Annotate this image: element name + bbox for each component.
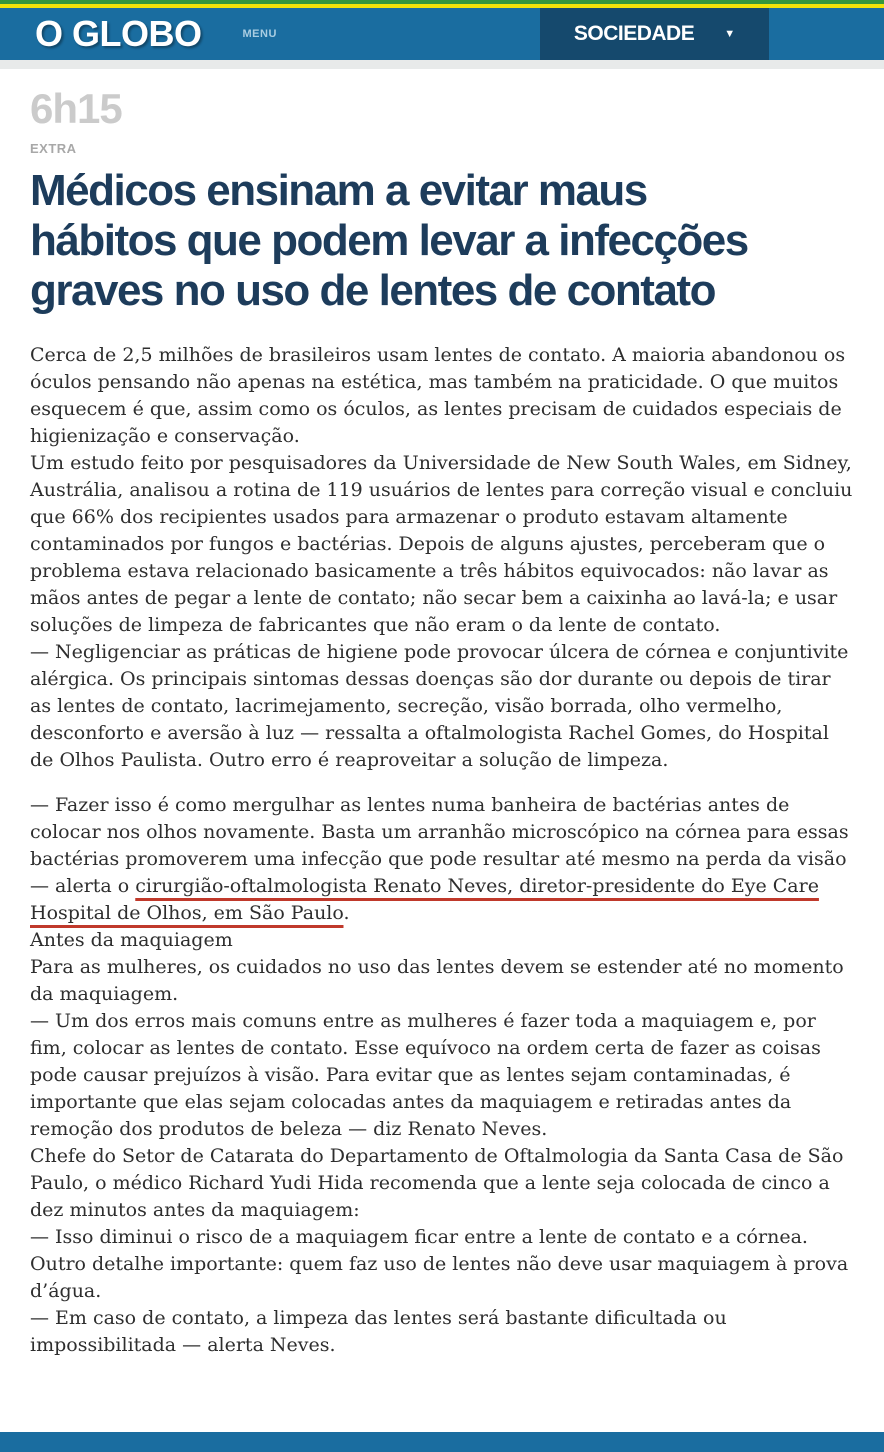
- article: [0, 85, 884, 1359]
- quote-pre-text: — Fazer isso é como mergulhar as lentes numa banheira de bactérias antes de colocar nos olhos novamente. Basta um arranhão microscópico na córnea para essas bactérias promoverem uma infecção que pode resultar até mesmo na perda da visão — alerta o: [30, 794, 849, 897]
- footer-bar: [0, 1432, 884, 1452]
- menu-label: MENU: [242, 28, 277, 40]
- article-body: [30, 342, 854, 1359]
- paragraph-richard-hida: Chefe do Setor de Catarata do Departamento de Oftalmologia da Santa Casa de São Paulo, o médico Richard Yudi Hida recomenda que a lente seja colocada de cinco a dez minutos antes da maquiagem:: [30, 1145, 844, 1221]
- article-headline: Médicos ensinam a evitar maus hábitos que podem levar a infecções graves no uso de lentes de contato: [30, 166, 748, 315]
- section-dropdown[interactable]: [540, 8, 769, 60]
- quote-post-text: .: [343, 902, 350, 924]
- article-kicker: EXTRA: [30, 141, 77, 156]
- section-label: SOCIEDADE: [573, 22, 695, 45]
- site-header: [0, 8, 884, 60]
- paragraph-risco-maquiagem: — Isso diminui o risco de a maquiagem ficar entre a lente de contato e a córnea.: [30, 1226, 808, 1248]
- paragraph-mulheres: Para as mulheres, os cuidados no uso das lentes devem se estender até no momento da maquiagem.: [30, 956, 844, 1005]
- paragraph-erros-comuns: — Um dos erros mais comuns entre as mulheres é fazer toda a maquiagem e, por fim, colocar as lentes de contato. Esse equívoco na ordem certa de fazer as coisas pode causar prejuízos à visão. Para evitar que as lentes sejam contaminadas, é importante que elas sejam colocadas antes da maquiagem e retiradas antes da remoção dos produtos de beleza — diz Renato Neves.: [30, 1010, 821, 1140]
- paragraph-alerta-neves: — Em caso de contato, a limpeza das lentes será bastante dificultada ou impossibilitada — alerta Neves.: [30, 1307, 727, 1356]
- paragraph-prova-dagua: Outro detalhe importante: quem faz uso de lentes não deve usar maquiagem à prova d’água.: [30, 1253, 849, 1302]
- paragraph-quote-rachel-gomes: — Negligenciar as práticas de higiene pode provocar úlcera de córnea e conjuntivite alérgica. Os principais sintomas dessas doenças são dor durante ou depois de tirar as lentes de contato, lacrimejamento, secreção, visão borrada, olho vermelho, desconforto e aversão à luz — ressalta a oftalmologista Rachel Gomes, do Hospital de Olhos Paulista. Outro erro é reaproveitar a solução de limpeza.: [30, 641, 849, 771]
- header-divider: [0, 60, 884, 69]
- paragraph-intro: Cerca de 2,5 milhões de brasileiros usam lentes de contato. A maioria abandonou os óculos pensando não apenas na estética, mas também na praticidade. O que muitos esquecem é que, assim como os óculos, as lentes precisam de cuidados especiais de higienização e conservação.: [30, 344, 846, 447]
- oglobo-logo[interactable]: O GLOBO: [35, 13, 202, 54]
- menu-button[interactable]: [232, 28, 277, 40]
- renato-neves-link[interactable]: cirurgião-oftalmologista Renato Neves, diretor-presidente do Eye Care Hospital de Olhos, em São Paulo: [30, 875, 819, 924]
- article-time: 6h15: [30, 85, 122, 132]
- paragraph-study: Um estudo feito por pesquisadores da Universidade de New South Wales, em Sidney, Austrália, analisou a rotina de 119 usuários de lentes para correção visual e concluiu que 66% dos recipientes usados para armazenar o produto estavam altamente contaminados por fungos e bactérias. Depois de alguns ajustes, perceberam que o problema estava relacionado basicamente a três hábitos equivocados: não lavar as mãos antes de pegar a lente de contato; não secar bem a caixinha ao lavá-la; e usar soluções de limpeza de fabricantes que não eram o da lente de contato.: [30, 452, 853, 636]
- paragraph-subhead-maquiagem: Antes da maquiagem: [30, 929, 233, 951]
- chevron-down-icon: ▼: [724, 28, 736, 40]
- paragraph-quote-renato-neves: [30, 792, 854, 927]
